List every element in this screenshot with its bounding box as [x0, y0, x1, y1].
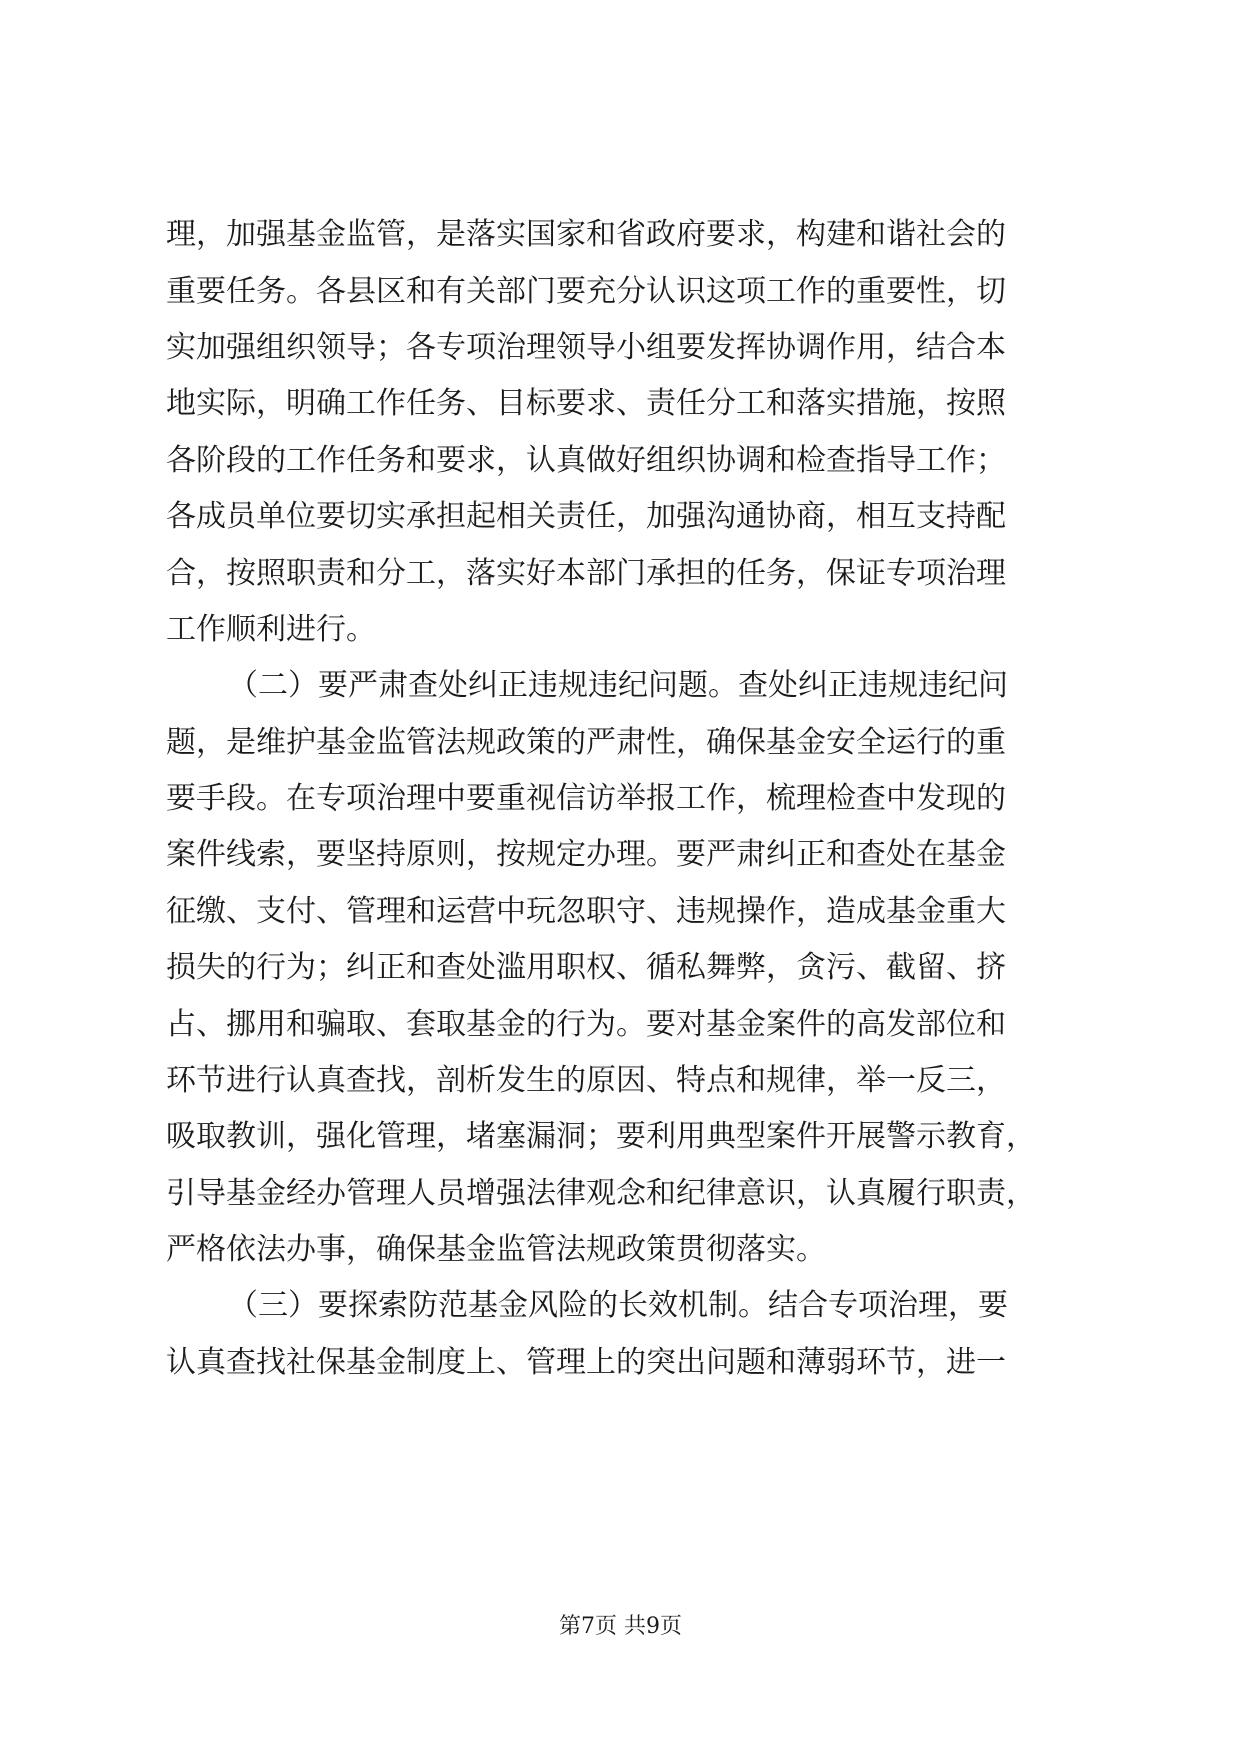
section-heading-line: （二）要严肃查处纠正违规违纪问题。查处纠正违规违纪问	[228, 668, 1008, 703]
body-text-line: 题，是维护基金监管法规政策的严肃性，确保基金安全运行的重	[166, 725, 1006, 760]
body-text-line: 严格依法办事，确保基金监管法规政策贯彻落实。	[166, 1232, 826, 1267]
body-text-line: 合，按照职责和分工，落实好本部门承担的任务，保证专项治理	[166, 556, 1006, 591]
body-text-line: 环节进行认真查找，剖析发生的原因、特点和规律，举一反三，	[166, 1063, 1006, 1098]
body-text-line: 征缴、支付、管理和运营中玩忽职守、违规操作，造成基金重大	[166, 894, 1006, 929]
body-text-line: 工作顺利进行。	[166, 612, 376, 647]
body-text-line: 引导基金经办管理人员增强法律观念和纪律意识，认真履行职责，	[166, 1176, 1036, 1211]
body-text-line: 要手段。在专项治理中要重视信访举报工作，梳理检查中发现的	[166, 781, 1006, 816]
body-text-line: 实加强组织领导；各专项治理领导小组要发挥协调作用，结合本	[166, 330, 1006, 365]
body-text-line: 重要任务。各县区和有关部门要充分认识这项工作的重要性，切	[166, 274, 1006, 309]
body-text-line: 认真查找社保基金制度上、管理上的突出问题和薄弱环节，进一	[166, 1345, 1006, 1380]
body-text-line: 吸取教训，强化管理，堵塞漏洞；要利用典型案件开展警示教育，	[166, 1119, 1036, 1154]
body-text-line: 占、挪用和骗取、套取基金的行为。要对基金案件的高发部位和	[166, 1007, 1006, 1042]
body-text-line: 理，加强基金监管，是落实国家和省政府要求，构建和谐社会的	[166, 217, 1006, 252]
body-text-line: 案件线索，要坚持原则，按规定办理。要严肃纠正和查处在基金	[166, 837, 1006, 872]
body-text-line: 地实际，明确工作任务、目标要求、责任分工和落实措施，按照	[166, 386, 1006, 421]
page-number-footer: 第7页 共9页	[559, 1614, 682, 1639]
section-heading-line: （三）要探索防范基金风险的长效机制。结合专项治理，要	[228, 1288, 1008, 1323]
body-text-line: 各成员单位要切实承担起相关责任，加强沟通协商，相互支持配	[166, 499, 1006, 534]
body-text-line: 损失的行为；纠正和查处滥用职权、循私舞弊，贪污、截留、挤	[166, 950, 1006, 985]
body-text-line: 各阶段的工作任务和要求，认真做好组织协调和检查指导工作；	[166, 443, 1006, 478]
